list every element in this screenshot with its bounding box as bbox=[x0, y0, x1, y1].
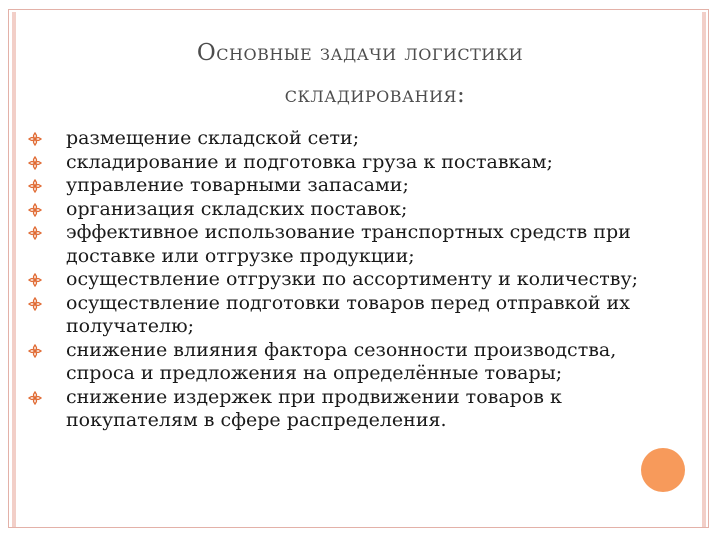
list-item-text: эффективное использование транспортных средств при доставке или отгрузке продукции; bbox=[66, 221, 631, 267]
list-item bbox=[28, 174, 648, 198]
title-line-2: складирования: bbox=[284, 82, 466, 108]
orange-circle-decoration bbox=[641, 448, 685, 492]
list-item-text: размещение складской сети; bbox=[66, 127, 360, 149]
diamond-flower-icon bbox=[28, 297, 42, 311]
list-item bbox=[28, 339, 648, 386]
list-item-text: складирование и подготовка груза к поставкам; bbox=[66, 150, 553, 173]
list-item-text: снижение влияния фактора сезонности производства, спроса и предложения на определённые товары; bbox=[66, 338, 617, 384]
list-item-text: осуществление отгрузки по ассортименту и количеству; bbox=[66, 268, 639, 290]
slide-title bbox=[60, 36, 660, 112]
list-item-text: снижение издержек при продвижении товаров к покупателям в сфере распределения. bbox=[66, 385, 562, 431]
list-item-text: организация складских поставок; bbox=[66, 197, 408, 220]
diamond-flower-icon bbox=[28, 226, 42, 240]
diamond-flower-icon bbox=[28, 132, 42, 146]
left-border-strip bbox=[12, 12, 16, 527]
list-item bbox=[28, 221, 648, 268]
list-item bbox=[28, 386, 648, 433]
diamond-flower-icon bbox=[28, 273, 42, 287]
diamond-flower-icon bbox=[28, 344, 42, 358]
task-list bbox=[28, 127, 648, 433]
list-item bbox=[28, 127, 648, 151]
diamond-flower-icon bbox=[28, 391, 42, 405]
list-item bbox=[28, 151, 648, 175]
diamond-flower-icon bbox=[28, 156, 42, 170]
list-item bbox=[28, 292, 648, 339]
list-item bbox=[28, 268, 648, 292]
list-item-text: осуществление подготовки товаров перед отправкой их получателю; bbox=[66, 291, 630, 337]
list-item bbox=[28, 198, 648, 222]
right-border-strip bbox=[702, 12, 706, 527]
diamond-flower-icon bbox=[28, 179, 42, 193]
title-line-1: Основные задачи логистики bbox=[196, 40, 524, 66]
diamond-flower-icon bbox=[28, 203, 42, 217]
list-item-text: управление товарными запасами; bbox=[66, 174, 409, 196]
